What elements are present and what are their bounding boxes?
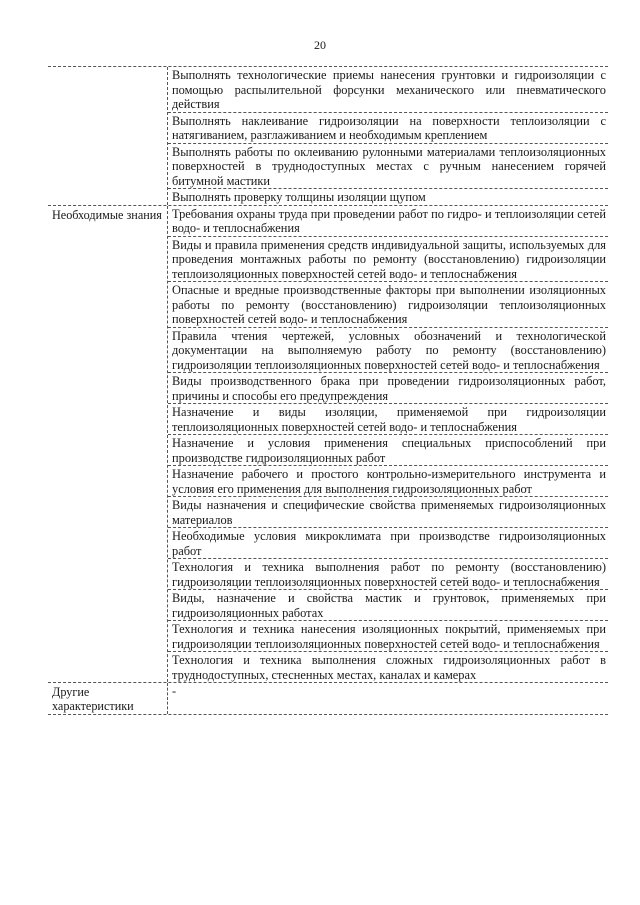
table-cell: Технология и техника выполнения работ по ремонту (восстановлению) гидроизоляции теплоизоляционных поверхностей сетей водо- и теплоснабжения	[168, 558, 608, 589]
table-cell: Технология и техника выполнения сложных гидроизоляционных работ в труднодоступных, стесненных местах, каналах и камерах	[168, 651, 608, 682]
table-cell: Назначение рабочего и простого контрольно-измерительного инструмента и условия его применения для выполнения гидроизоляционных работ	[168, 465, 608, 496]
row-content	[168, 683, 608, 714]
table-cell: Назначение и виды изоляции, применяемой при гидроизоляции теплоизоляционных поверхностей сетей водо- и теплоснабжения	[168, 403, 608, 434]
table-cell: Виды, назначение и свойства мастик и грунтовок, применяемых при гидроизоляционных работах	[168, 589, 608, 620]
table-cell: Виды и правила применения средств индивидуальной защиты, используемых для проведения монтажных работы по ремонту (восстановлению) гидроизоляции теплоизоляционных поверхностей сетей водо- и теплоснабжения	[168, 236, 608, 282]
table-cell: -	[172, 684, 177, 698]
row-label: Другие характеристики	[48, 683, 168, 714]
row-content	[168, 206, 608, 683]
table-cell: Выполнять наклеивание гидроизоляции на поверхности теплоизоляции с натягиванием, разглаживанием и необходимым креплением	[168, 112, 608, 143]
table-cell: Виды производственного брака при проведении гидроизоляционных работ, причины и способы его предупреждения	[168, 372, 608, 403]
table-cell: Опасные и вредные производственные факторы при выполнении изоляционных работы по ремонту (восстановлению) гидроизоляции теплоизоляционных поверхностей сетей водо- и теплоснабжения	[168, 281, 608, 327]
row-label: Необходимые знания	[48, 206, 168, 683]
table-row-other	[48, 682, 608, 715]
table-cell: Выполнять технологические приемы нанесения грунтовки и гидроизоляции с помощью распылительной форсунки механического или пневматического действия	[172, 68, 606, 111]
table-cell: Выполнять проверку толщины изоляции щупом	[168, 188, 608, 205]
table-row-knowledge	[48, 205, 608, 683]
table-row-skills	[48, 66, 608, 205]
table-cell: Виды назначения и специфические свойства применяемых гидроизоляционных материалов	[168, 496, 608, 527]
table-cell: Необходимые условия микроклимата при производстве гидроизоляционных работ	[168, 527, 608, 558]
row-label	[48, 67, 168, 205]
table-cell: Правила чтения чертежей, условных обозначений и технологической документации на выполняемую работу по ремонту (восстановлению) гидроизоляции теплоизоляционных поверхностей сетей водо- и теплоснабжения	[168, 327, 608, 373]
row-content	[168, 67, 608, 205]
requirements-table	[48, 66, 608, 715]
page-number: 20	[314, 38, 326, 52]
table-cell: Требования охраны труда при проведении работ по гидро- и теплоизоляции сетей водо- и теплоснабжения	[172, 206, 606, 235]
table-cell: Выполнять работы по оклеиванию рулонными материалами теплоизоляционных поверхностей в труднодоступных местах с ручным нанесением горячей битумной мастики	[168, 143, 608, 189]
table-cell: Назначение и условия применения специальных приспособлений при производстве гидроизоляционных работ	[168, 434, 608, 465]
table-cell: Технология и техника нанесения изоляционных покрытий, применяемых при гидроизоляции теплоизоляционных поверхностей сетей водо- и теплоснабжения	[168, 620, 608, 651]
